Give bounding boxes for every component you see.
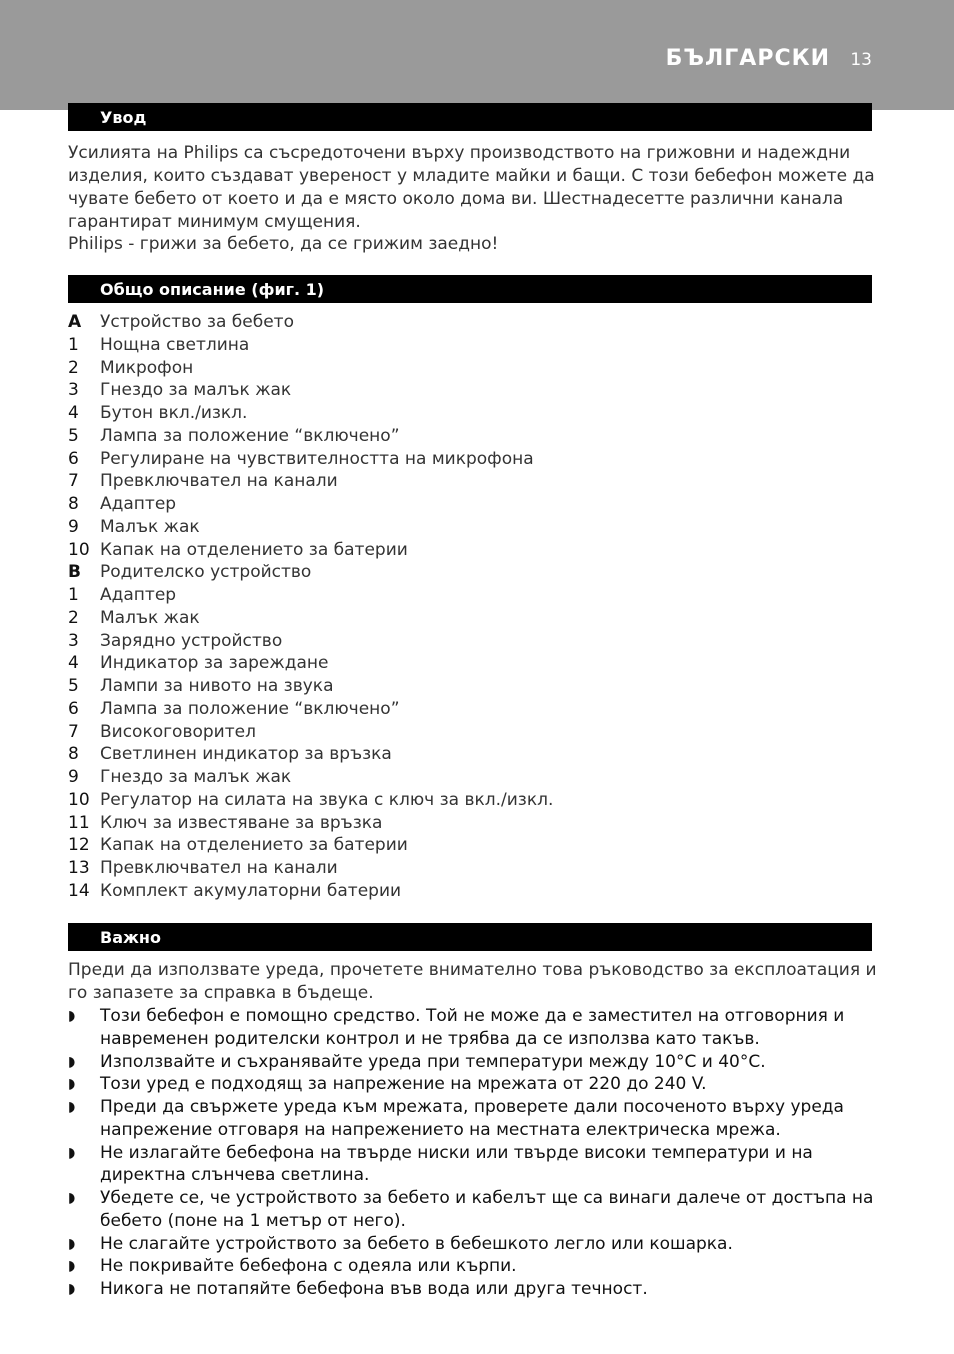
bullet-icon: ◗ bbox=[68, 1144, 76, 1161]
intro-slogan: Philips - грижи за бебето, да се грижим заедно! bbox=[68, 234, 499, 254]
list-item bbox=[68, 357, 878, 380]
intro-paragraph: Усилията на Philips са съсредоточени върху производството на грижовни и надеждни изделия, които създават увереност у младите майки и бащи. С този бебефон можете да чувате бебето от което и да е място около дома ви. Шестнадесетте различни канала гарантират минимум смущения. bbox=[68, 143, 875, 232]
item-label: Зарядно устройство bbox=[100, 630, 283, 651]
item-number: 13 bbox=[68, 858, 90, 878]
important-intro: Преди да използвате уреда, прочетете внимателно това ръководство за експлоатация и го запазете за справка в бъдеще. bbox=[68, 960, 877, 1003]
item-number: 12 bbox=[68, 835, 90, 856]
item-number: 8 bbox=[68, 744, 79, 765]
list-item bbox=[68, 1142, 878, 1188]
item-number: A bbox=[68, 312, 82, 332]
bullet-icon: ◗ bbox=[68, 1076, 76, 1093]
item-label: Адаптер bbox=[100, 494, 177, 514]
item-number: 4 bbox=[68, 403, 79, 423]
list-item bbox=[68, 470, 878, 493]
bullet-text: Убедете се, че устройството за бебето и кабелът ще са винаги далече от достъпа на бебето (поне на 1 метър от него). bbox=[100, 1188, 874, 1231]
bullet-text: Не слагайте устройството за бебето в бебешкото легло или кошарка. bbox=[100, 1233, 733, 1254]
item-label: Комплект акумулаторни батерии bbox=[100, 880, 402, 901]
item-label: Гнездо за малък жак bbox=[100, 767, 292, 787]
bullet-text: Не излагайте бебефона на твърде ниски или твърде високи температури и на директна слънчева светлина. bbox=[100, 1142, 813, 1186]
item-label: Бутон вкл./изкл. bbox=[100, 403, 248, 423]
section-heading-description: Общо описание (фиг. 1) bbox=[68, 275, 872, 303]
bullet-icon: ◗ bbox=[68, 1235, 76, 1252]
list-item bbox=[68, 857, 878, 880]
list-item bbox=[68, 630, 878, 653]
item-label: Лампа за положение “включено” bbox=[100, 698, 400, 719]
item-number: 1 bbox=[68, 585, 79, 605]
item-label: Адаптер bbox=[100, 585, 177, 605]
item-number: 5 bbox=[68, 425, 79, 446]
list-item bbox=[68, 789, 878, 812]
bullet-text: Не покривайте бебефона с одеяла или кърпи. bbox=[100, 1256, 517, 1277]
bullet-text: Този бебефон е помощно средство. Той не може да е заместител на отговорния и навременен родителски контрол и не трябва да се използва като такъв. bbox=[100, 1006, 845, 1049]
list-item bbox=[68, 652, 878, 675]
item-label: Устройство за бебето bbox=[100, 312, 294, 332]
item-label: Малък жак bbox=[100, 516, 200, 537]
section-heading-intro: Увод bbox=[68, 103, 872, 131]
list-item bbox=[68, 402, 878, 425]
language-title: БЪЛГАРСКИ bbox=[665, 46, 830, 71]
item-label: Капак на отделението за батерии bbox=[100, 539, 408, 560]
bullet-icon: ◗ bbox=[68, 1190, 76, 1206]
list-item bbox=[68, 1187, 878, 1233]
item-label: Превключвател на канали bbox=[100, 858, 338, 878]
item-number: 10 bbox=[68, 539, 90, 560]
item-number: 7 bbox=[68, 721, 79, 742]
bullet-icon: ◗ bbox=[68, 1053, 76, 1070]
list-item bbox=[68, 1233, 878, 1256]
list-item bbox=[68, 311, 878, 334]
safety-list bbox=[68, 1005, 878, 1301]
item-number: 5 bbox=[68, 676, 79, 696]
item-label: Лампи за нивото на звука bbox=[100, 676, 334, 696]
item-label: Лампа за положение “включено” bbox=[100, 425, 400, 446]
item-number: 2 bbox=[68, 357, 79, 378]
list-item bbox=[68, 379, 878, 402]
item-number: 10 bbox=[68, 789, 90, 810]
bullet-text: Използвайте и съхранявайте уреда при температури между 10°C и 40°C. bbox=[100, 1051, 766, 1072]
list-item bbox=[68, 516, 878, 539]
item-label: Индикатор за зареждане bbox=[100, 653, 329, 674]
list-item bbox=[68, 880, 878, 903]
page-header bbox=[0, 0, 954, 110]
list-item bbox=[68, 1005, 878, 1051]
bullet-icon: ◗ bbox=[68, 1099, 76, 1115]
list-item bbox=[68, 448, 878, 471]
list-item bbox=[68, 1096, 878, 1142]
list-item bbox=[68, 561, 878, 584]
list-item bbox=[68, 743, 878, 766]
item-label: Превключвател на канали bbox=[100, 471, 338, 492]
list-item bbox=[68, 584, 878, 607]
bullet-text: Никога не потапяйте бебефона във вода или друга течност. bbox=[100, 1279, 648, 1299]
item-number: 11 bbox=[68, 812, 90, 833]
item-number: B bbox=[68, 562, 81, 583]
item-label: Нощна светлина bbox=[100, 334, 250, 355]
list-item bbox=[68, 698, 878, 721]
item-number: 8 bbox=[68, 494, 79, 514]
item-label: Микрофон bbox=[100, 357, 194, 378]
list-item bbox=[68, 766, 878, 789]
list-item bbox=[68, 721, 878, 744]
parts-list bbox=[68, 311, 878, 903]
item-number: 7 bbox=[68, 471, 79, 492]
list-item bbox=[68, 493, 878, 516]
item-number: 3 bbox=[68, 630, 79, 651]
item-number: 9 bbox=[68, 767, 79, 787]
list-item bbox=[68, 334, 878, 357]
item-number: 14 bbox=[68, 880, 90, 901]
item-label: Капак на отделението за батерии bbox=[100, 835, 408, 856]
section-heading-important: Важно bbox=[68, 923, 872, 951]
item-label: Ключ за известяване за връзка bbox=[100, 812, 383, 833]
list-item bbox=[68, 1073, 878, 1096]
item-label: Високоговорител bbox=[100, 721, 256, 742]
item-label: Гнездо за малък жак bbox=[100, 380, 292, 401]
list-item bbox=[68, 539, 878, 562]
list-item bbox=[68, 1255, 878, 1278]
item-number: 4 bbox=[68, 653, 79, 674]
bullet-icon: ◗ bbox=[68, 1008, 76, 1024]
bullet-text: Преди да свържете уреда към мрежата, проверете дали посоченото върху уреда напрежение отговаря на напрежението на местната електрическа мрежа. bbox=[100, 1097, 844, 1140]
item-label: Светлинен индикатор за връзка bbox=[100, 744, 392, 765]
item-label: Регулиране на чувствителността на микрофона bbox=[100, 448, 534, 469]
list-item bbox=[68, 812, 878, 835]
list-item bbox=[68, 834, 878, 857]
item-number: 6 bbox=[68, 698, 79, 719]
bullet-icon: ◗ bbox=[68, 1258, 76, 1275]
page-number: 13 bbox=[850, 50, 872, 70]
list-item bbox=[68, 425, 878, 448]
item-label: Регулатор на силата на звука с ключ за вкл./изкл. bbox=[100, 789, 554, 810]
item-number: 2 bbox=[68, 607, 79, 628]
item-number: 3 bbox=[68, 380, 79, 401]
list-item bbox=[68, 1051, 878, 1074]
bullet-icon: ◗ bbox=[68, 1281, 76, 1297]
item-label: Родителско устройство bbox=[100, 562, 312, 583]
list-item bbox=[68, 607, 878, 630]
item-label: Малък жак bbox=[100, 607, 200, 628]
list-item bbox=[68, 1278, 878, 1301]
item-number: 1 bbox=[68, 334, 79, 355]
item-number: 6 bbox=[68, 448, 79, 469]
item-number: 9 bbox=[68, 516, 79, 537]
bullet-text: Този уред е подходящ за напрежение на мрежата от 220 до 240 V. bbox=[100, 1074, 707, 1095]
list-item bbox=[68, 675, 878, 698]
